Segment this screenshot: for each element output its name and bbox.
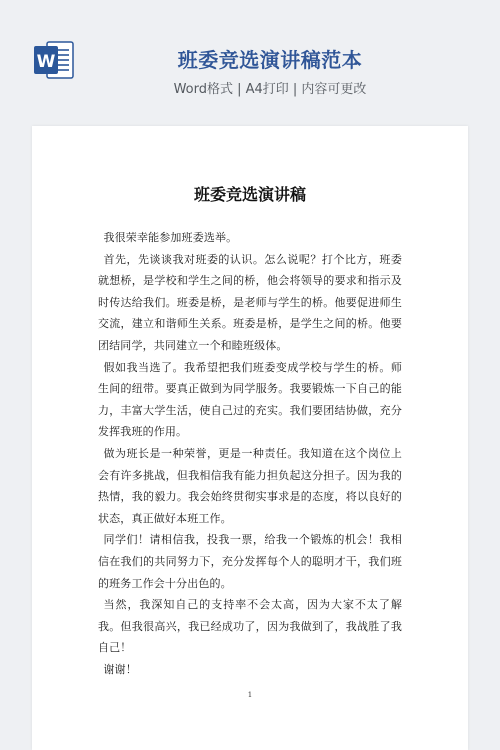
- page-header: [0, 0, 500, 112]
- paragraph: 同学们！请相信我，投我一票，给我一个锻炼的机会！我相信在我们的共同努力下，充分发挥每个人的聪明才干，我们班的班务工作会十分出色的。: [98, 533, 402, 590]
- word-icon-letter: W: [36, 52, 56, 72]
- paragraph: 当然，我深知自己的支持率不会太高，因为大家不太了解我。但我很高兴，我已经成功了，因为我做到了，我战胜了我自己！: [98, 598, 402, 655]
- page-subtitle: Word格式 | A4打印 | 内容可更改: [173, 82, 367, 97]
- document-body: [98, 227, 402, 680]
- page-number: 1: [247, 691, 253, 699]
- page-title: 班委竞选演讲稿范本: [177, 48, 363, 72]
- paragraph: 做为班长是一种荣誉，更是一种责任。我知道在这个岗位上会有许多挑战，但我相信我有能力担负起这分担子。因为我的热情，我的毅力。我会始终贯彻实事求是的态度，将以良好的状态，真正做好本班工作。: [98, 446, 402, 525]
- paragraph: 谢谢！: [103, 662, 137, 676]
- document-title: 班委竞选演讲稿: [193, 185, 306, 204]
- document-page: [32, 126, 468, 750]
- paragraph: 假如我当选了。我希望把我们班委变成学校与学生的桥。师生间的纽带。要真正做到为同学服务。我要锻炼一下自己的能力，丰富大学生活，使自己过的充实。我们要团结协做，充分发挥我班的作用。: [98, 360, 402, 439]
- paragraph: 我很荣幸能参加班委选举。: [103, 231, 238, 244]
- paragraph: 首先，先谈谈我对班委的认识。怎么说呢？打个比方，班委就想桥，是学校和学生之间的桥，他会将领导的要求和指示及时传达给我们。班委是桥，是老师与学生的桥。他要促进师生交流，建立和谐师生关系。班委是桥，是学生之间的桥。他要团结同学，共同建立一个和睦班级体。: [98, 252, 402, 352]
